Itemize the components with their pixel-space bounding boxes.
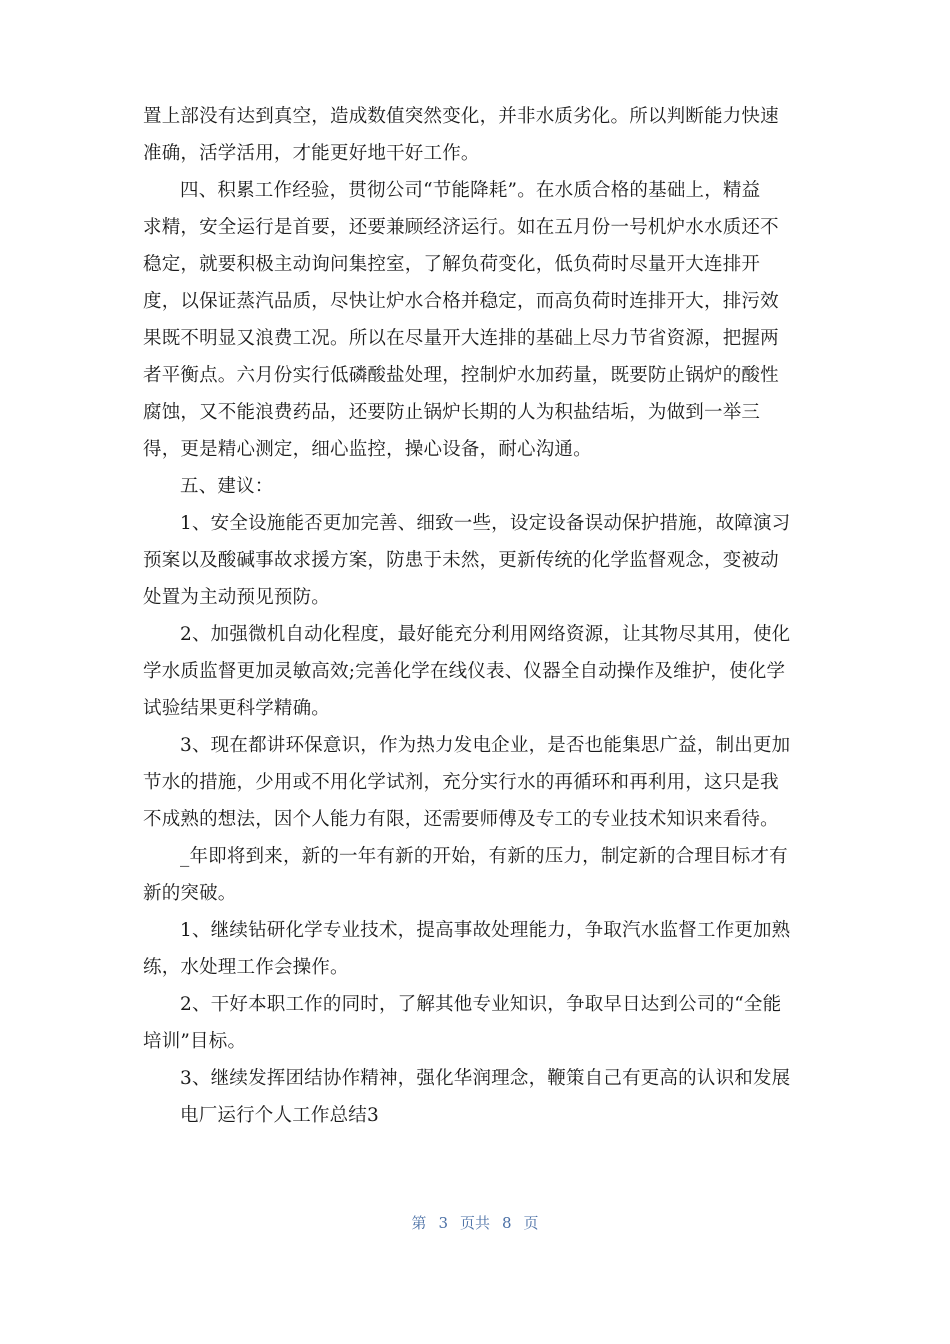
footer-label-of: 页共 <box>459 1214 490 1232</box>
footer-current-page: 3 <box>438 1214 448 1232</box>
text-line: 处置为主动预见预防。 <box>143 587 331 608</box>
text-line: 1、安全设施能否更加完善、细致一些，设定设备误动保护措施，故障演习 <box>180 513 791 534</box>
text-line: 练，水处理工作会操作。 <box>143 957 349 978</box>
footer-label-page: 第 <box>411 1214 427 1232</box>
text-line: 电厂运行个人工作总结3 <box>180 1105 379 1126</box>
text-line: 置上部没有达到真空，造成数值突然变化，并非水质劣化。所以判断能力快速 <box>143 106 779 127</box>
text-line: 培训”目标。 <box>143 1031 247 1052</box>
text-line: 试验结果更科学精确。 <box>143 698 331 719</box>
text-line: 学水质监督更加灵敏高效;完善化学在线仪表、仪器全自动操作及维护，使化学 <box>143 661 786 682</box>
text-line: 2、干好本职工作的同时，了解其他专业知识，争取早日达到公司的“全能 <box>180 994 782 1015</box>
text-line: _年即将到来，新的一年有新的开始，有新的压力，制定新的合理目标才有 <box>180 846 788 867</box>
text-line: 不成熟的想法，因个人能力有限，还需要师傅及专工的专业技术知识来看待。 <box>143 809 779 830</box>
document-body <box>143 98 809 1134</box>
footer-label-end: 页 <box>523 1214 539 1232</box>
text-line: 新的突破。 <box>143 883 237 904</box>
text-line: 节水的措施，少用或不用化学试剂，充分实行水的再循环和再利用，这只是我 <box>143 772 779 793</box>
text-line: 求精，安全运行是首要，还要兼顾经济运行。如在五月份一号机炉水水质还不 <box>143 217 779 238</box>
text-line: 稳定，就要积极主动询问集控室，了解负荷变化，低负荷时尽量开大连排开 <box>143 254 761 275</box>
text-line: 得，更是精心测定，细心监控，操心设备，耐心沟通。 <box>143 439 592 460</box>
text-line: 腐蚀，又不能浪费药品，还要防止锅炉长期的人为积盐结垢，为做到一举三 <box>143 402 761 423</box>
page-footer <box>0 1212 950 1233</box>
text-line: 3、现在都讲环保意识，作为热力发电企业，是否也能集思广益，制出更加 <box>180 735 791 756</box>
text-line: 四、积累工作经验，贯彻公司“节能降耗”。在水质合格的基础上，精益 <box>180 180 761 201</box>
text-line: 者平衡点。六月份实行低磷酸盐处理，控制炉水加药量，既要防止锅炉的酸性 <box>143 365 779 386</box>
text-line: 预案以及酸碱事故求援方案，防患于未然，更新传统的化学监督观念，变被动 <box>143 550 779 571</box>
footer-total-pages: 8 <box>502 1214 512 1232</box>
text-line: 1、继续钻研化学专业技术，提高事故处理能力，争取汽水监督工作更加熟 <box>180 920 791 941</box>
text-line: 五、建议： <box>180 476 274 497</box>
text-line: 果既不明显又浪费工况。所以在尽量开大连排的基础上尽力节省资源，把握两 <box>143 328 779 349</box>
text-line: 3、继续发挥团结协作精神，强化华润理念，鞭策自己有更高的认识和发展 <box>180 1068 791 1089</box>
text-line: 2、加强微机自动化程度，最好能充分利用网络资源，让其物尽其用，使化 <box>180 624 791 645</box>
text-line: 度，以保证蒸汽品质，尽快让炉水合格并稳定，而高负荷时连排开大，排污效 <box>143 291 779 312</box>
text-line: 准确，活学活用，才能更好地干好工作。 <box>143 143 480 164</box>
